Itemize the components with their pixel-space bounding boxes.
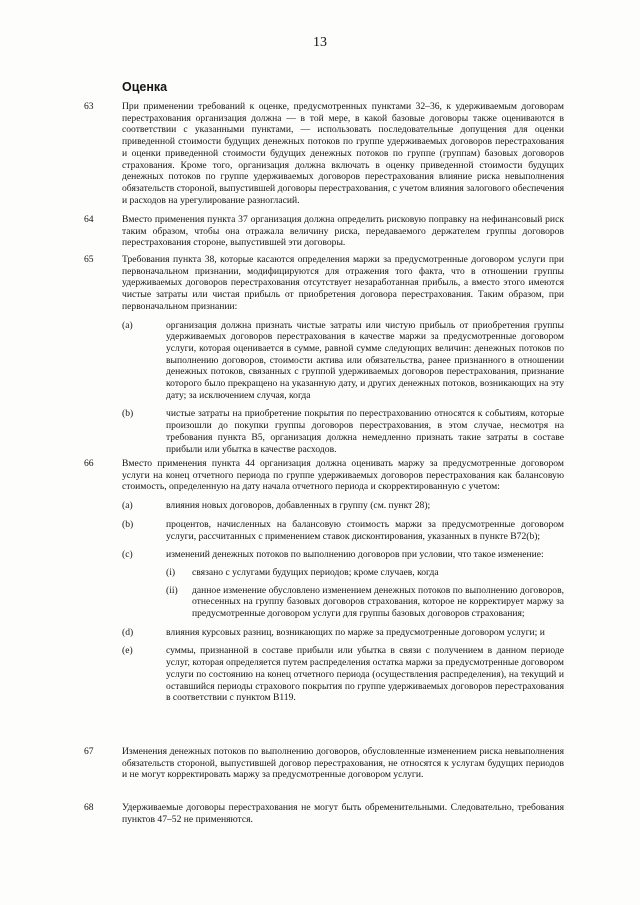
paragraph-text: Вместо применения пункта 37 организация должна определить рисковую поправку на нефинансовый риск таким образом, чтобы она отражала величину риска, передаваемого держателем группы договоров перестрахования стороне, выпустившей эти договоры. xyxy=(122,214,564,249)
paragraph-64 xyxy=(84,214,564,249)
item-label: (i) xyxy=(166,566,176,578)
paragraph-number: 65 xyxy=(84,254,94,265)
paragraph-68 xyxy=(84,802,564,825)
item-text: чистые затраты на приобретение покрытия по перестрахованию относятся к событиям, которые произошли до покупки группы договоров перестрахования, в этом случае, несмотря на требования пункта B5, организация должна немедленно признать такие затраты в составе прибыли или убытка в качестве расходов. xyxy=(166,408,564,455)
item-label: (b) xyxy=(122,518,134,530)
list-item xyxy=(122,320,564,402)
section-heading: Оценка xyxy=(122,80,168,94)
list-item xyxy=(122,627,564,639)
list-item xyxy=(122,645,564,704)
sub-list-item xyxy=(166,585,564,620)
sub-list-item xyxy=(166,567,564,579)
list-item xyxy=(122,408,564,455)
item-label: (a) xyxy=(122,319,133,331)
list-item xyxy=(122,549,564,561)
paragraph-text: Удерживаемые договоры перестрахования не могут быть обременительными. Следовательно, требования пунктов 47–52 не применяются. xyxy=(122,802,564,825)
list-item xyxy=(122,500,564,512)
item-label: (ii) xyxy=(166,584,178,596)
item-text: изменений денежных потоков по выполнению договоров при условии, что такое изменение: xyxy=(166,549,544,561)
paragraph-text: Требования пункта 38, которые касаются определения маржи за предусмотренные договором услуги при первоначальном признании, модифицируются для отражения того факта, что в отношении группы удерживаемых договоров перестрахования отсутствует незаработанная прибыль, а вместо этого имеются чистые затраты или чистая прибыль от приобретения договора перестрахования. Таким образом, при первоначальном признании: xyxy=(122,254,564,312)
item-text: процентов, начисленных на балансовую стоимость маржи за предусмотренные договором услуги, рассчитанных с применением ставок дисконтирования, указанных в пункте B72(b); xyxy=(166,518,564,542)
item-label: (c) xyxy=(122,549,133,561)
item-text: суммы, признанной в составе прибыли или убытка в связи с получением в данном периоде услуг, которая определяется путем распределения остатка маржи за предусмотренные договором услуги по состоянию на конец отчетного периода (осуществления распределения), на текущий и оставшийся периоды страхового покрытия по группе удерживаемых договоров перестрахования в соответствии с пунктом B119. xyxy=(166,645,564,704)
item-text: данное изменение обусловлено изменением денежных потоков по выполнению договоров, отнесенных на группу базовых договоров страхования, которое не корректирует маржу за предусмотренные договором услуги для группы базовых договоров страхования; xyxy=(192,584,564,620)
paragraph-text: При применении требований к оценке, предусмотренных пунктами 32–36, к удерживаемым договорам перестрахования организация должна — в той мере, в какой базовые договоры также оцениваются в соответствии с указанными пунктами, — использовать последовательные допущения для оценки приведенной стоимости будущих денежных потоков по группе удерживаемых договоров перестрахования и оценки приведенной стоимости будущих денежных потоков по группе (группам) базовых договоров страхования. Кроме того, организация должна включать в оценку приведенной стоимости будущих денежных потоков по группе удерживаемых договоров перестрахования влияние риска невыполнения обязательств стороной, выпустившей договоры перестрахования, с учетом влияния залогового обеспечения и расходов на урегулирование разногласий. xyxy=(122,101,564,206)
item-label: (a) xyxy=(122,500,133,512)
paragraph-text: Вместо применения пункта 44 организация должна оценивать маржу за предусмотренные договором услуги на конец отчетного периода по группе удерживаемых договоров перестрахования как балансовую стоимость, определенную на дату начала отчетного периода и скорректированную с учетом: xyxy=(122,458,564,493)
paragraph-number: 63 xyxy=(84,101,94,112)
paragraph-number: 67 xyxy=(84,746,94,757)
item-label: (d) xyxy=(122,626,134,638)
paragraph-number: 68 xyxy=(84,802,94,813)
paragraph-66 xyxy=(84,458,564,704)
paragraph-65 xyxy=(84,254,564,455)
paragraph-67 xyxy=(84,746,564,781)
item-text: связано с услугами будущих периодов; кроме случаев, когда xyxy=(192,566,439,578)
item-label: (b) xyxy=(122,408,134,420)
paragraph-number: 64 xyxy=(84,214,94,225)
paragraph-63 xyxy=(84,101,564,206)
item-text: влияния курсовых разниц, возникающих по марже за предусмотренные договором услуги; и xyxy=(166,626,545,638)
paragraph-number: 66 xyxy=(84,458,94,469)
item-text: организация должна признать чистые затраты или чистую прибыль от приобретения группы удерживаемых договоров перестрахования в качестве маржи за предусмотренные договором услуги, которая оценивается в сумме, равной сумме следующих величин: денежных потоков по выполнению договоров, стоимости актива или обязательства, ранее признанного в отношении денежных потоков, связанных с группой удерживаемых договоров перестрахования, признание которого было прекращено на указанную дату, и других денежных потоков, возникающих на эту дату; за исключением случая, когда xyxy=(166,319,564,401)
page-number: 13 xyxy=(313,35,327,50)
item-text: влияния новых договоров, добавленных в группу (см. пункт 28); xyxy=(166,500,431,512)
paragraph-text: Изменения денежных потоков по выполнению договоров, обусловленные изменением риска невыполнения обязательств стороной, выпустившей договор перестрахования, не относятся к услугам будущих периодов и не могут корректировать маржу за предусмотренные договором услуги. xyxy=(122,746,564,781)
item-label: (e) xyxy=(122,645,133,657)
list-item xyxy=(122,519,564,542)
